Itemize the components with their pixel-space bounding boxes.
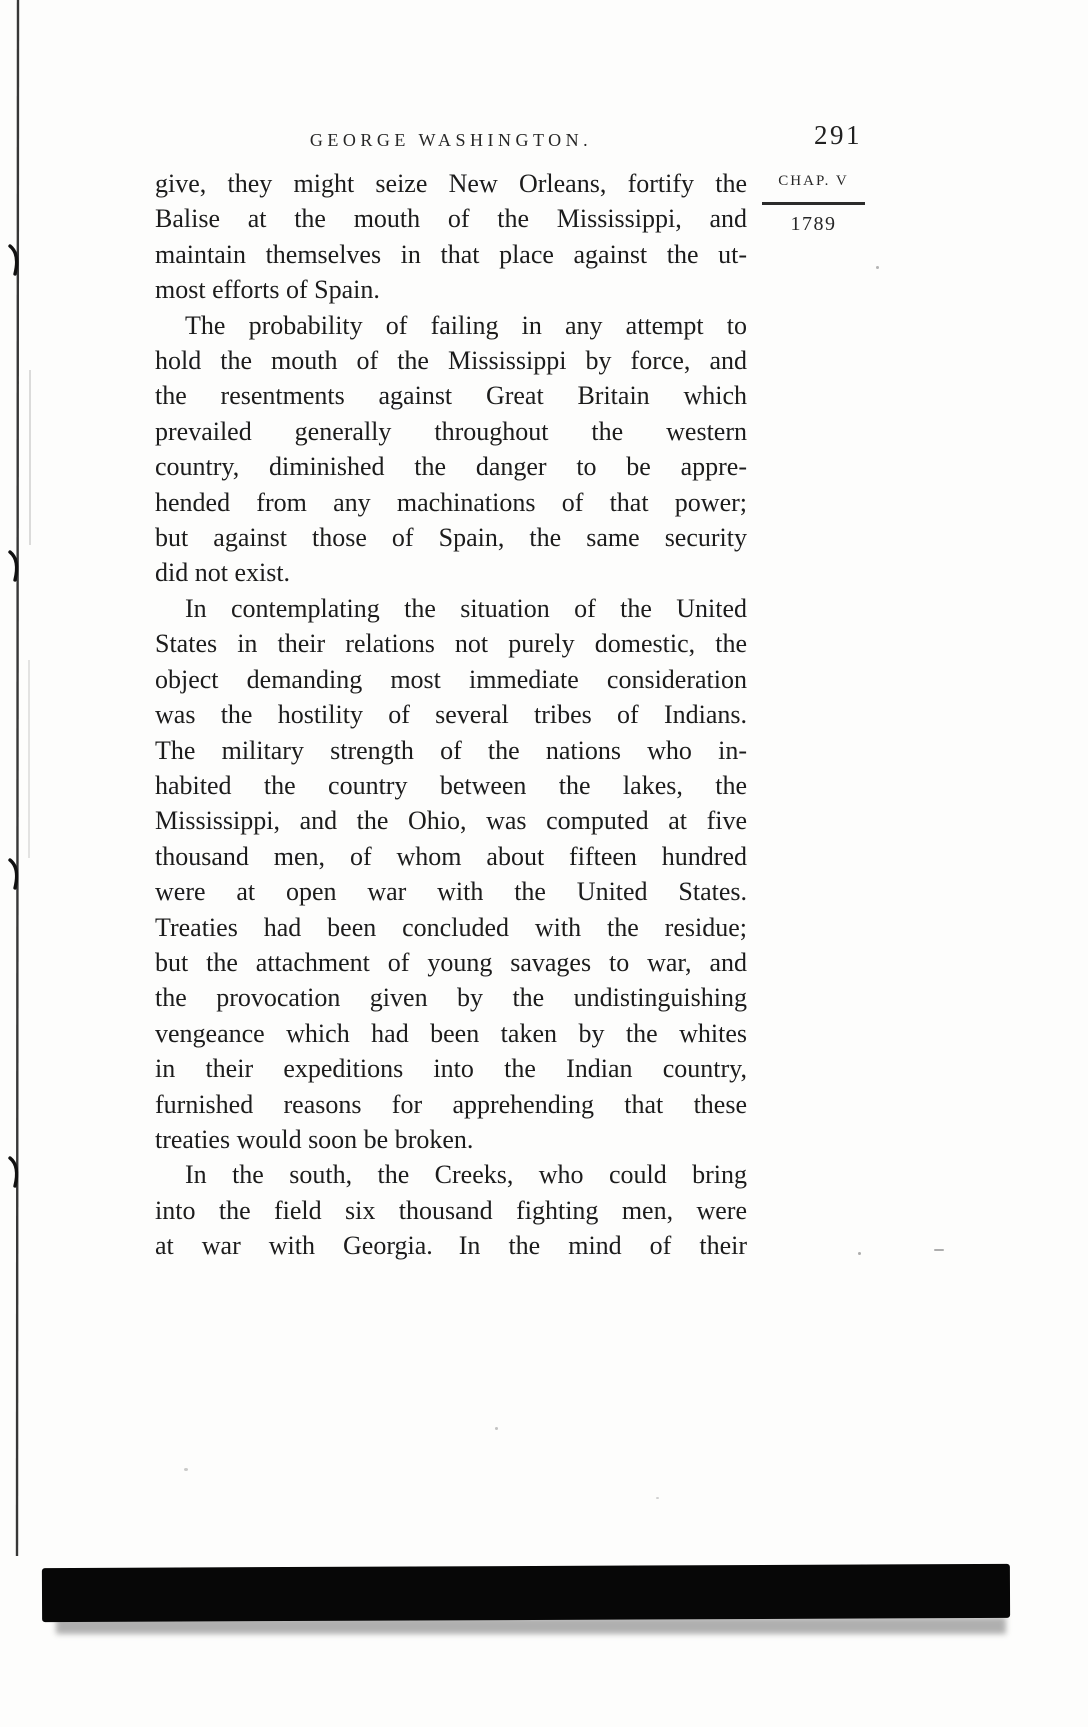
text-line: was the hostility of several tribes of Indians. <box>155 700 747 730</box>
page-number: 291 <box>814 120 862 150</box>
scan-speck <box>858 1252 861 1255</box>
margin-year: 1789 <box>790 212 837 235</box>
text-line: give, they might seize New Orleans, fortify the <box>155 169 747 198</box>
paragraph-2 <box>155 308 747 591</box>
text-line: In contemplating the situation of the United <box>185 593 747 623</box>
margin-rule <box>762 202 865 205</box>
scan-speck <box>876 266 879 269</box>
body-text-column <box>155 166 747 1264</box>
text-line: States in their relations not purely domestic, the <box>155 629 747 659</box>
chapter-label: CHAP. V <box>778 173 849 189</box>
margin-notes <box>762 172 865 236</box>
scan-speck <box>184 1468 188 1471</box>
text-line: object demanding most immediate consideration <box>155 664 747 694</box>
text-line: most efforts of Spain. <box>155 275 380 305</box>
text-line: into the field six thousand fighting men, were <box>155 1195 747 1225</box>
text-line: but the attachment of young savages to war, and <box>155 947 747 977</box>
text-line: habited the country between the lakes, the <box>155 770 747 800</box>
scan-speck <box>495 1427 498 1430</box>
text-line: hold the mouth of the Mississippi by force, and <box>155 346 747 376</box>
text-line: country, diminished the danger to be appre- <box>155 452 747 482</box>
text-line: Balise at the mouth of the Mississippi, and <box>155 204 747 234</box>
paragraph-4 <box>155 1157 747 1263</box>
scan-speck <box>656 1497 659 1499</box>
text-line: but against those of Spain, the same security <box>155 523 747 553</box>
scan-speck-dash <box>934 1249 944 1251</box>
text-line: the resentments against Great Britain which <box>155 381 747 411</box>
text-line: Mississippi, and the Ohio, was computed at five <box>155 806 747 836</box>
paragraph-3 <box>155 591 747 1158</box>
text-line: hended from any machinations of that power; <box>155 487 747 517</box>
scan-edge-artifact <box>0 0 60 1727</box>
text-line: prevailed generally throughout the western <box>155 416 747 446</box>
running-header-title: GEORGE WASHINGTON. <box>309 130 593 150</box>
text-line: Treaties had been concluded with the residue; <box>155 912 747 942</box>
text-line: vengeance which had been taken by the whites <box>155 1018 747 1048</box>
paragraph-1 <box>155 166 747 308</box>
text-line: did not exist. <box>155 558 291 588</box>
text-line: furnished reasons for apprehending that these <box>155 1089 747 1119</box>
text-line: the provocation given by the undistinguishing <box>155 983 747 1013</box>
text-line: treaties would soon be broken. <box>155 1124 474 1154</box>
text-line: at war with Georgia. In the mind of their <box>155 1231 747 1261</box>
scan-black-bar <box>42 1564 1010 1622</box>
text-line: The probability of failing in any attempt to <box>185 310 747 340</box>
text-line: in their expeditions into the Indian country, <box>155 1054 747 1084</box>
text-line: The military strength of the nations who in- <box>155 735 747 765</box>
text-line: In the south, the Creeks, who could bring <box>185 1160 747 1190</box>
text-line: thousand men, of whom about fifteen hundred <box>155 841 747 871</box>
text-line: maintain themselves in that place against the ut- <box>155 239 747 269</box>
text-line: were at open war with the United States. <box>155 877 747 907</box>
